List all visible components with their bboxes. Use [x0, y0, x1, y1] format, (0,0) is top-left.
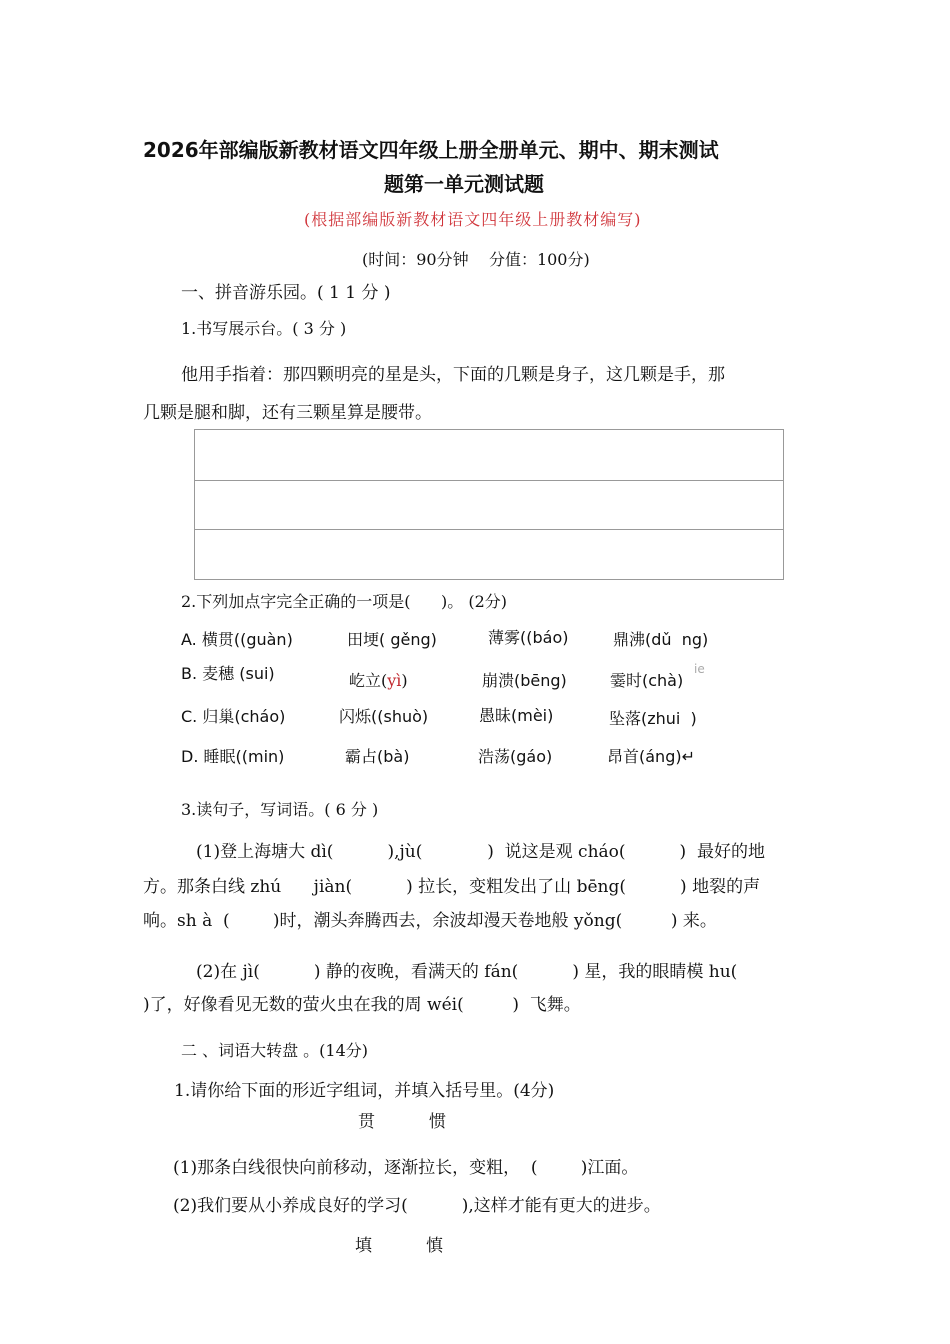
q2-option-c-4: 坠落(zhui ) — [609, 709, 697, 728]
q2-option-b-2: 屹立(yì) — [349, 671, 408, 690]
page-title-line1: 2026年部编版新教材语文四年级上册全册单元、期中、期末测试 — [143, 138, 719, 162]
section2-heading: 二 、词语大转盘 。(14分) — [181, 1041, 369, 1060]
q1-text-line2: 几颗是腿和脚，还有三颗星算是腰带。 — [143, 403, 432, 423]
q2-option-b-3: 崩溃(bēng) — [482, 671, 567, 690]
q2-option-d-1: D. 睡眠((min) — [181, 747, 285, 766]
page-title-line2: 题第一单元测试题 — [384, 172, 544, 196]
q2-option-a-2: 田埂( gěng) — [347, 630, 437, 649]
q2-heading: 2.下列加点字完全正确的一项是( )。 (2分) — [181, 592, 508, 611]
q3-p1-line3: 响。sh à ( )时，潮头奔腾西去，余波却漫天卷地般 yǒng( ) 来。 — [143, 911, 717, 931]
q3-p1-line2: 方。那条白线 zhú jiàn( ) 拉长，变粗发出了山 bēng( ) 地裂的声 — [143, 877, 761, 897]
writing-grid[interactable] — [194, 429, 784, 580]
q1-heading: 1.书写展示台。( 3 分 ) — [181, 319, 347, 338]
q1-text-line1: 他用手指着：那四颗明亮的星是头，下面的几颗是身子，这几颗是手，那 — [181, 365, 725, 385]
s2-sentence-1: (1)那条白线很快向前移动，逐渐拉长，变粗， ( )江面。 — [173, 1158, 639, 1178]
q2-option-a-3: 薄雾((báo) — [488, 628, 569, 647]
q2-option-d-3: 浩荡(gáo) — [478, 747, 553, 766]
q3-heading: 3.读句子，写词语。( 6 分 ) — [181, 800, 379, 819]
section1-heading: 一、拼音游乐园。( 1 1 分 ) — [181, 283, 391, 303]
q3-p2-line1: (2)在 jì( ) 静的夜晚，看满天的 fán( ) 星，我的眼睛模 hu( — [196, 962, 738, 982]
q2-option-c-3: 愚昧(mèi) — [479, 706, 554, 725]
char-pair-1: 贯 惯 — [358, 1112, 447, 1132]
s2-q1-heading: 1.请你给下面的形近字组词，并填入括号里。(4分) — [174, 1081, 555, 1101]
q3-p1-line1: (1)登上海塘大 dì( ),jù( ) 说这是观 cháo( ) 最好的地 — [196, 842, 766, 862]
q3-p2-line2: )了，好像看见无数的萤火虫在我的周 wéi( ) 飞舞。 — [143, 995, 581, 1015]
q2-option-d-2: 霸占(bà) — [345, 747, 410, 766]
q2-option-c-1: C. 归巢(cháo) — [181, 707, 286, 726]
time-score-info: (时间：90分钟 分值：100分) — [362, 250, 590, 269]
writing-grid-line — [195, 480, 783, 481]
page-subtitle: (根据部编版新教材语文四年级上册教材编写) — [304, 210, 642, 229]
q2-option-d-4: 昂首(áng)↵ — [607, 747, 695, 766]
writing-grid-line — [195, 529, 783, 530]
q2-option-a-4: 鼎沸(dǔ ng) — [613, 630, 709, 649]
char-pair-2: 填 慎 — [355, 1236, 444, 1256]
q2-option-b-4-mark: ie — [694, 662, 705, 676]
q2-option-b-1: B. 麦穗 (sui) — [181, 664, 275, 683]
q2-option-b-4: 霎时(chà) — [610, 671, 684, 690]
q2-option-c-2: 闪烁((shuò) — [339, 707, 429, 726]
q2-option-a-1: A. 横贯((guàn) — [181, 630, 293, 649]
s2-sentence-2: (2)我们要从小养成良好的学习( ),这样才能有更大的进步。 — [173, 1196, 661, 1216]
